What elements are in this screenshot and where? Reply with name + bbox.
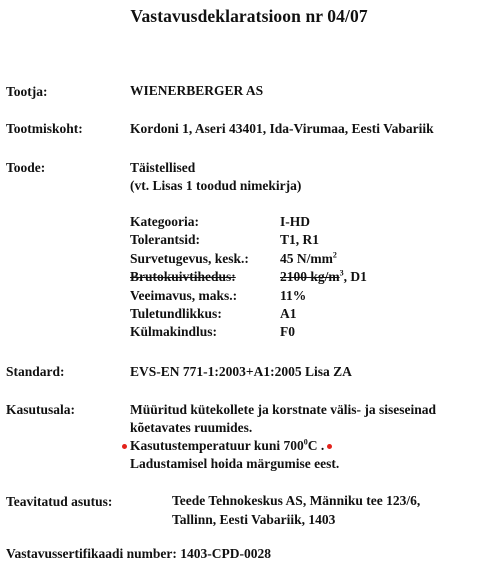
kasutusala-line1: Müüritud kütekollete ja korstnate välis- ja siseseinad: [130, 402, 437, 417]
prop-name-kulmakindlus: Külmakindlus:: [130, 324, 218, 339]
prop-value-survetugevus: [280, 251, 337, 267]
sertifikaat-row: [6, 546, 271, 562]
document-title: Vastavusdeklaratsioon nr 04/07: [130, 6, 368, 26]
survetugevus-exponent: 2: [332, 250, 337, 260]
prop-name-tuletundlikkus: Tuletundlikkus:: [130, 306, 222, 321]
prop-name-tolerantsid: Tolerantsid:: [130, 232, 201, 247]
sertifikaat-label: Vastavussertifikaadi number:: [6, 546, 177, 561]
standard-value: EVS-EN 771-1:2003+A1:2005 Lisa ZA: [130, 364, 352, 379]
temperature-text: Kasutustemperatuur kuni 700: [130, 438, 304, 453]
standard-label: Standard:: [6, 364, 65, 379]
tootja-value: WIENERBERGER AS: [130, 83, 264, 98]
tootja-label: Tootja:: [6, 84, 48, 99]
prop-value-kulmakindlus: F0: [280, 324, 295, 339]
prop-value-tuletundlikkus: A1: [280, 306, 297, 321]
toode-line1: Täistellised: [130, 160, 196, 175]
prop-value-kategooria: I-HD: [280, 214, 310, 229]
survetugevus-number: 45 N/mm: [280, 251, 333, 266]
kasutusala-line3: [122, 437, 332, 454]
red-marker-icon: [122, 444, 127, 449]
red-marker-icon: [327, 444, 332, 449]
prop-value-veeimavus: 11%: [280, 288, 307, 303]
prop-name-survetugevus: Survetugevus, kesk.:: [130, 251, 249, 266]
teavitatud-line2: Tallinn, Eesti Vabariik, 1403: [172, 512, 336, 527]
teavitatud-label: Teavitatud asutus:: [6, 494, 113, 509]
kasutusala-label: Kasutusala:: [6, 402, 76, 417]
prop-name-kategooria: Kategooria:: [130, 214, 199, 229]
temperature-unit: C .: [307, 438, 325, 453]
brutokuivtihedus-suffix: , D1: [343, 269, 367, 284]
toode-line2: (vt. Lisas 1 toodud nimekirja): [130, 178, 302, 193]
prop-name-veeimavus: Veeimavus, maks.:: [130, 288, 238, 303]
brutokuivtihedus-exponent: 3: [339, 268, 344, 278]
tootmiskoht-value: Kordoni 1, Aseri 43401, Ida-Virumaa, Eesti Vabariik: [130, 121, 434, 136]
prop-value-tolerantsid: T1, R1: [280, 232, 320, 247]
brutokuivtihedus-number: 2100 kg/m: [280, 269, 340, 284]
tootmiskoht-label: Tootmiskoht:: [6, 121, 83, 136]
kasutusala-line2: kõetavates ruumides.: [130, 420, 253, 435]
teavitatud-line1: Teede Tehnokeskus AS, Männiku tee 123/6,: [172, 493, 421, 508]
kasutusala-line4: Ladustamisel hoida märgumise eest.: [130, 456, 340, 471]
sertifikaat-value: 1403-CPD-0028: [180, 546, 272, 561]
degree-sup: 0: [303, 437, 308, 447]
prop-value-brutokuivtihedus: [280, 269, 367, 285]
toode-label: Toode:: [6, 160, 46, 175]
prop-name-brutokuivtihedus: Brutokuivtihedus:: [130, 269, 236, 284]
